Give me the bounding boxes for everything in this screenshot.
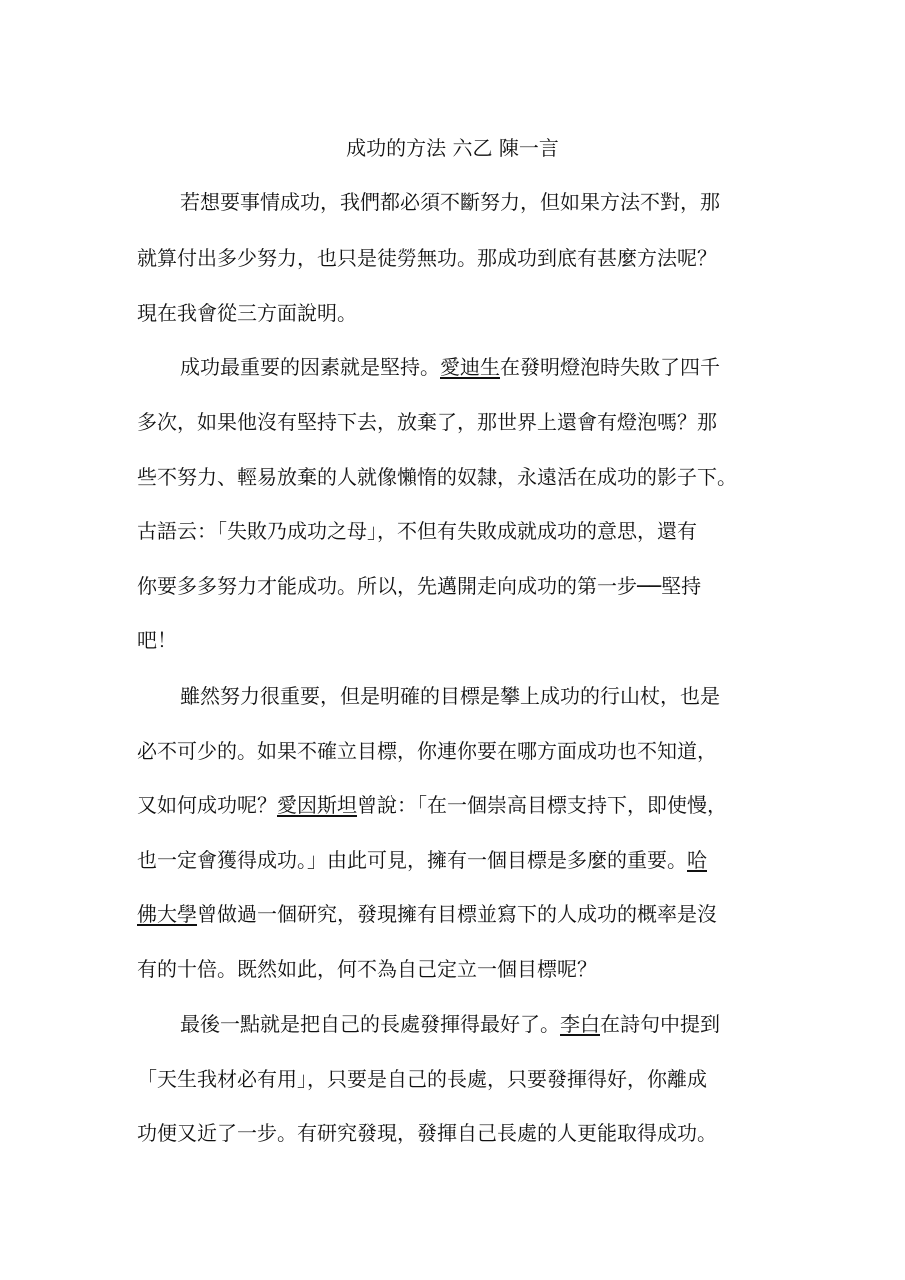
paragraph-3-line-1 — [180, 681, 720, 711]
text-span: 又如何成功呢？ — [137, 793, 277, 817]
underlined-name-einstein: 愛因斯坦 — [277, 793, 357, 817]
text-span: 有的十倍。既然如此，何不為自己定立一個目標呢？ — [137, 957, 597, 981]
text-span: 也一定會獲得成功。」由此可見，擁有一個目標是多麼的重要。 — [137, 848, 687, 872]
underlined-name-harvard-part-2: 佛大學 — [137, 902, 197, 926]
paragraph-2-line-1 — [180, 352, 720, 382]
underlined-name-li-bai: 李白 — [560, 1012, 600, 1036]
paragraph-2-line-5 — [137, 571, 701, 601]
underlined-name-edison: 愛迪生 — [440, 355, 500, 379]
paragraph-3-line-5 — [137, 899, 717, 929]
paragraph-3-line-3 — [137, 790, 727, 820]
text-span: 曾說：「在一個崇高目標支持下，即使慢， — [357, 793, 727, 817]
paragraph-2-line-3 — [137, 462, 737, 492]
paragraph-3-line-4 — [137, 845, 707, 875]
paragraph-1-line-3 — [137, 298, 357, 328]
text-span: 曾做過一個研究，發現擁有目標並寫下的人成功的概率是沒 — [197, 902, 717, 926]
text-span: 些不努力、輕易放棄的人就像懶惰的奴隸，永遠活在成功的影子下。 — [137, 465, 737, 489]
text-span: 「天生我材必有用」，只要是自己的長處，只要發揮得好，你離成 — [137, 1067, 707, 1091]
text-span: 若想要事情成功，我們都必須不斷努力，但如果方法不對，那 — [180, 190, 720, 214]
paragraph-2-line-4 — [137, 516, 697, 546]
paragraph-1-line-2 — [137, 243, 717, 273]
text-span: 成功最重要的因素就是堅持。 — [180, 355, 440, 379]
paragraph-4-line-3 — [137, 1118, 717, 1148]
paragraph-3-line-6 — [137, 954, 597, 984]
text-span: 在發明燈泡時失敗了四千 — [500, 355, 720, 379]
text-span: 就算付出多少努力，也只是徒勞無功。那成功到底有甚麼方法呢？ — [137, 246, 717, 270]
paragraph-4-line-2 — [137, 1064, 707, 1094]
text-span: 必不可少的。如果不確立目標，你連你要在哪方面成功也不知道， — [137, 739, 717, 763]
paragraph-3-line-2 — [137, 736, 717, 766]
text-span: 多次，如果他沒有堅持下去，放棄了，那世界上還會有燈泡嗎？那 — [137, 410, 717, 434]
document-title: 成功的方法 六乙 陳一言 — [346, 136, 559, 160]
text-span: 古語云：「失敗乃成功之母」，不但有失敗成就成功的意思，還有 — [137, 519, 697, 543]
paragraph-2-line-6 — [137, 625, 177, 655]
text-span: 功便又近了一步。有研究發現，發揮自己長處的人更能取得成功。 — [137, 1121, 717, 1145]
paragraph-2-line-2 — [137, 407, 717, 437]
underlined-name-harvard-part-1: 哈 — [687, 848, 707, 872]
text-span: 吧！ — [137, 628, 177, 652]
text-span: 你要多多努力才能成功。所以，先邁開走向成功的第一步──堅持 — [137, 574, 702, 598]
paragraph-4-line-1 — [180, 1009, 720, 1039]
text-span: 雖然努力很重要，但是明確的目標是攀上成功的行山杖，也是 — [180, 684, 720, 708]
paragraph-1-line-1 — [180, 187, 720, 217]
text-span: 現在我會從三方面說明。 — [137, 301, 357, 325]
text-span: 在詩句中提到 — [600, 1012, 720, 1036]
text-span: 最後一點就是把自己的長處發揮得最好了。 — [180, 1012, 560, 1036]
